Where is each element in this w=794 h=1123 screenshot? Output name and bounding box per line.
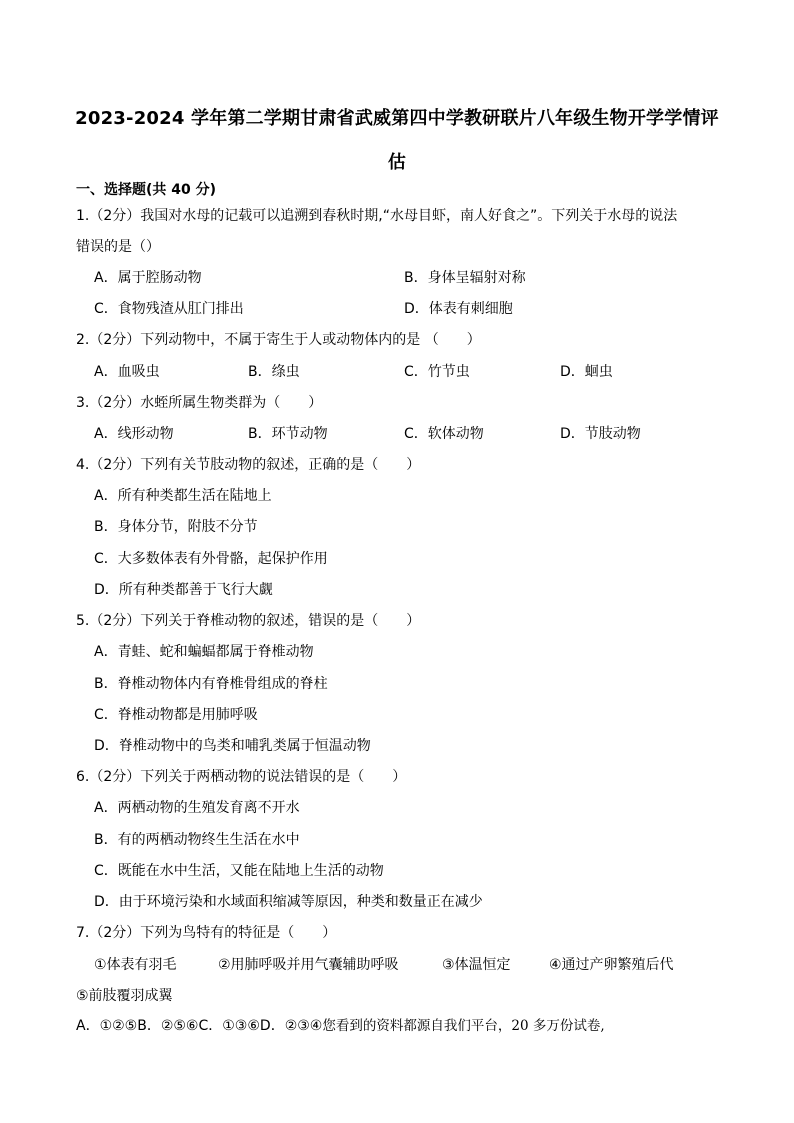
question-5-option-a: A．青蛙、蛇和蝙蝠都属于脊椎动物: [94, 644, 314, 660]
question-4-stem: 4.（2分）下列有关节肢动物的叙述，正确的是（ ）: [76, 457, 421, 473]
section-heading: 一、选择题(共 40 分): [76, 182, 217, 198]
question-6-stem: 6.（2分）下列关于两栖动物的说法错误的是（ ）: [76, 769, 407, 785]
question-3-option-d: D．节肢动物: [560, 426, 641, 442]
question-5-option-c: C．脊椎动物都是用肺呼吸: [94, 707, 258, 723]
question-2-option-d: D．蛔虫: [560, 364, 613, 380]
question-7-stem: 7.（2分）下列为鸟特有的特征是（ ）: [76, 925, 337, 941]
question-2-option-b: B．绦虫: [248, 364, 300, 380]
question-1-option-c: C．食物残渣从肛门排出: [94, 301, 244, 317]
question-5-stem: 5.（2分）下列关于脊椎动物的叙述，错误的是（ ）: [76, 613, 421, 629]
question-6-option-c: C．既能在水中生活，又能在陆地上生活的动物: [94, 863, 384, 879]
question-3-stem: 3.（2分）水蛭所属生物类群为（ ）: [76, 395, 323, 411]
question-4-option-b: B．身体分节，附肢不分节: [94, 519, 258, 535]
question-5-option-b: B．脊椎动物体内有脊椎骨组成的脊柱: [94, 676, 328, 692]
question-3-option-b: B．环节动物: [248, 426, 328, 442]
question-5-option-d: D．脊椎动物中的鸟类和哺乳类属于恒温动物: [94, 738, 371, 754]
question-1-stem-cont: 错误的是（）: [76, 239, 160, 255]
question-1-option-b: B．身体呈辐射对称: [404, 270, 526, 286]
question-2-option-c: C．竹节虫: [404, 364, 470, 380]
question-7-item-5: ⑤前肢覆羽成翼: [76, 988, 173, 1004]
platform-note: 您看到的资料都源自我们平台，20 多万份试卷,: [322, 1018, 605, 1034]
question-4-option-a: A．所有种类都生活在陆地上: [94, 488, 272, 504]
question-7-item-3: ③体温恒定: [442, 957, 511, 973]
question-1-option-a: A．属于腔肠动物: [94, 270, 202, 286]
question-2-option-a: A．血吸虫: [94, 364, 160, 380]
question-1-option-d: D．体表有刺细胞: [404, 301, 513, 317]
question-7-answer-row: [76, 1016, 605, 1036]
exam-title-line2: 估: [387, 152, 407, 173]
question-2-stem: 2.（2分）下列动物中，不属于寄生于人或动物体内的是 （ ）: [76, 332, 481, 348]
question-7-options: A．①②⑤B．②⑤⑥C．①③⑥D．②③④: [76, 1018, 323, 1034]
question-6-option-d: D．由于环境污染和水域面积缩减等原因，种类和数量正在减少: [94, 894, 483, 910]
question-3-option-c: C．软体动物: [404, 426, 484, 442]
question-4-option-c: C．大多数体表有外骨骼，起保护作用: [94, 551, 328, 567]
question-6-option-a: A．两栖动物的生殖发育离不开水: [94, 800, 300, 816]
question-1-stem: 1.（2分）我国对水母的记载可以追溯到春秋时期,“水母目虾，南人好食之”。下列关于水母的说法: [76, 208, 678, 224]
question-7-item-4: ④通过产卵繁殖后代: [549, 957, 674, 973]
question-7-item-2: ②用肺呼吸并用气囊辅助呼吸: [218, 957, 399, 973]
question-7-item-1: ①体表有羽毛: [94, 957, 177, 973]
exam-title-line1: 2023-2024 学年第二学期甘肃省武威第四中学教研联片八年级生物开学学情评: [75, 108, 719, 129]
question-6-option-b: B．有的两栖动物终生生活在水中: [94, 832, 300, 848]
question-4-option-d: D．所有种类都善于飞行大觑: [94, 582, 273, 598]
question-3-option-a: A．线形动物: [94, 426, 174, 442]
